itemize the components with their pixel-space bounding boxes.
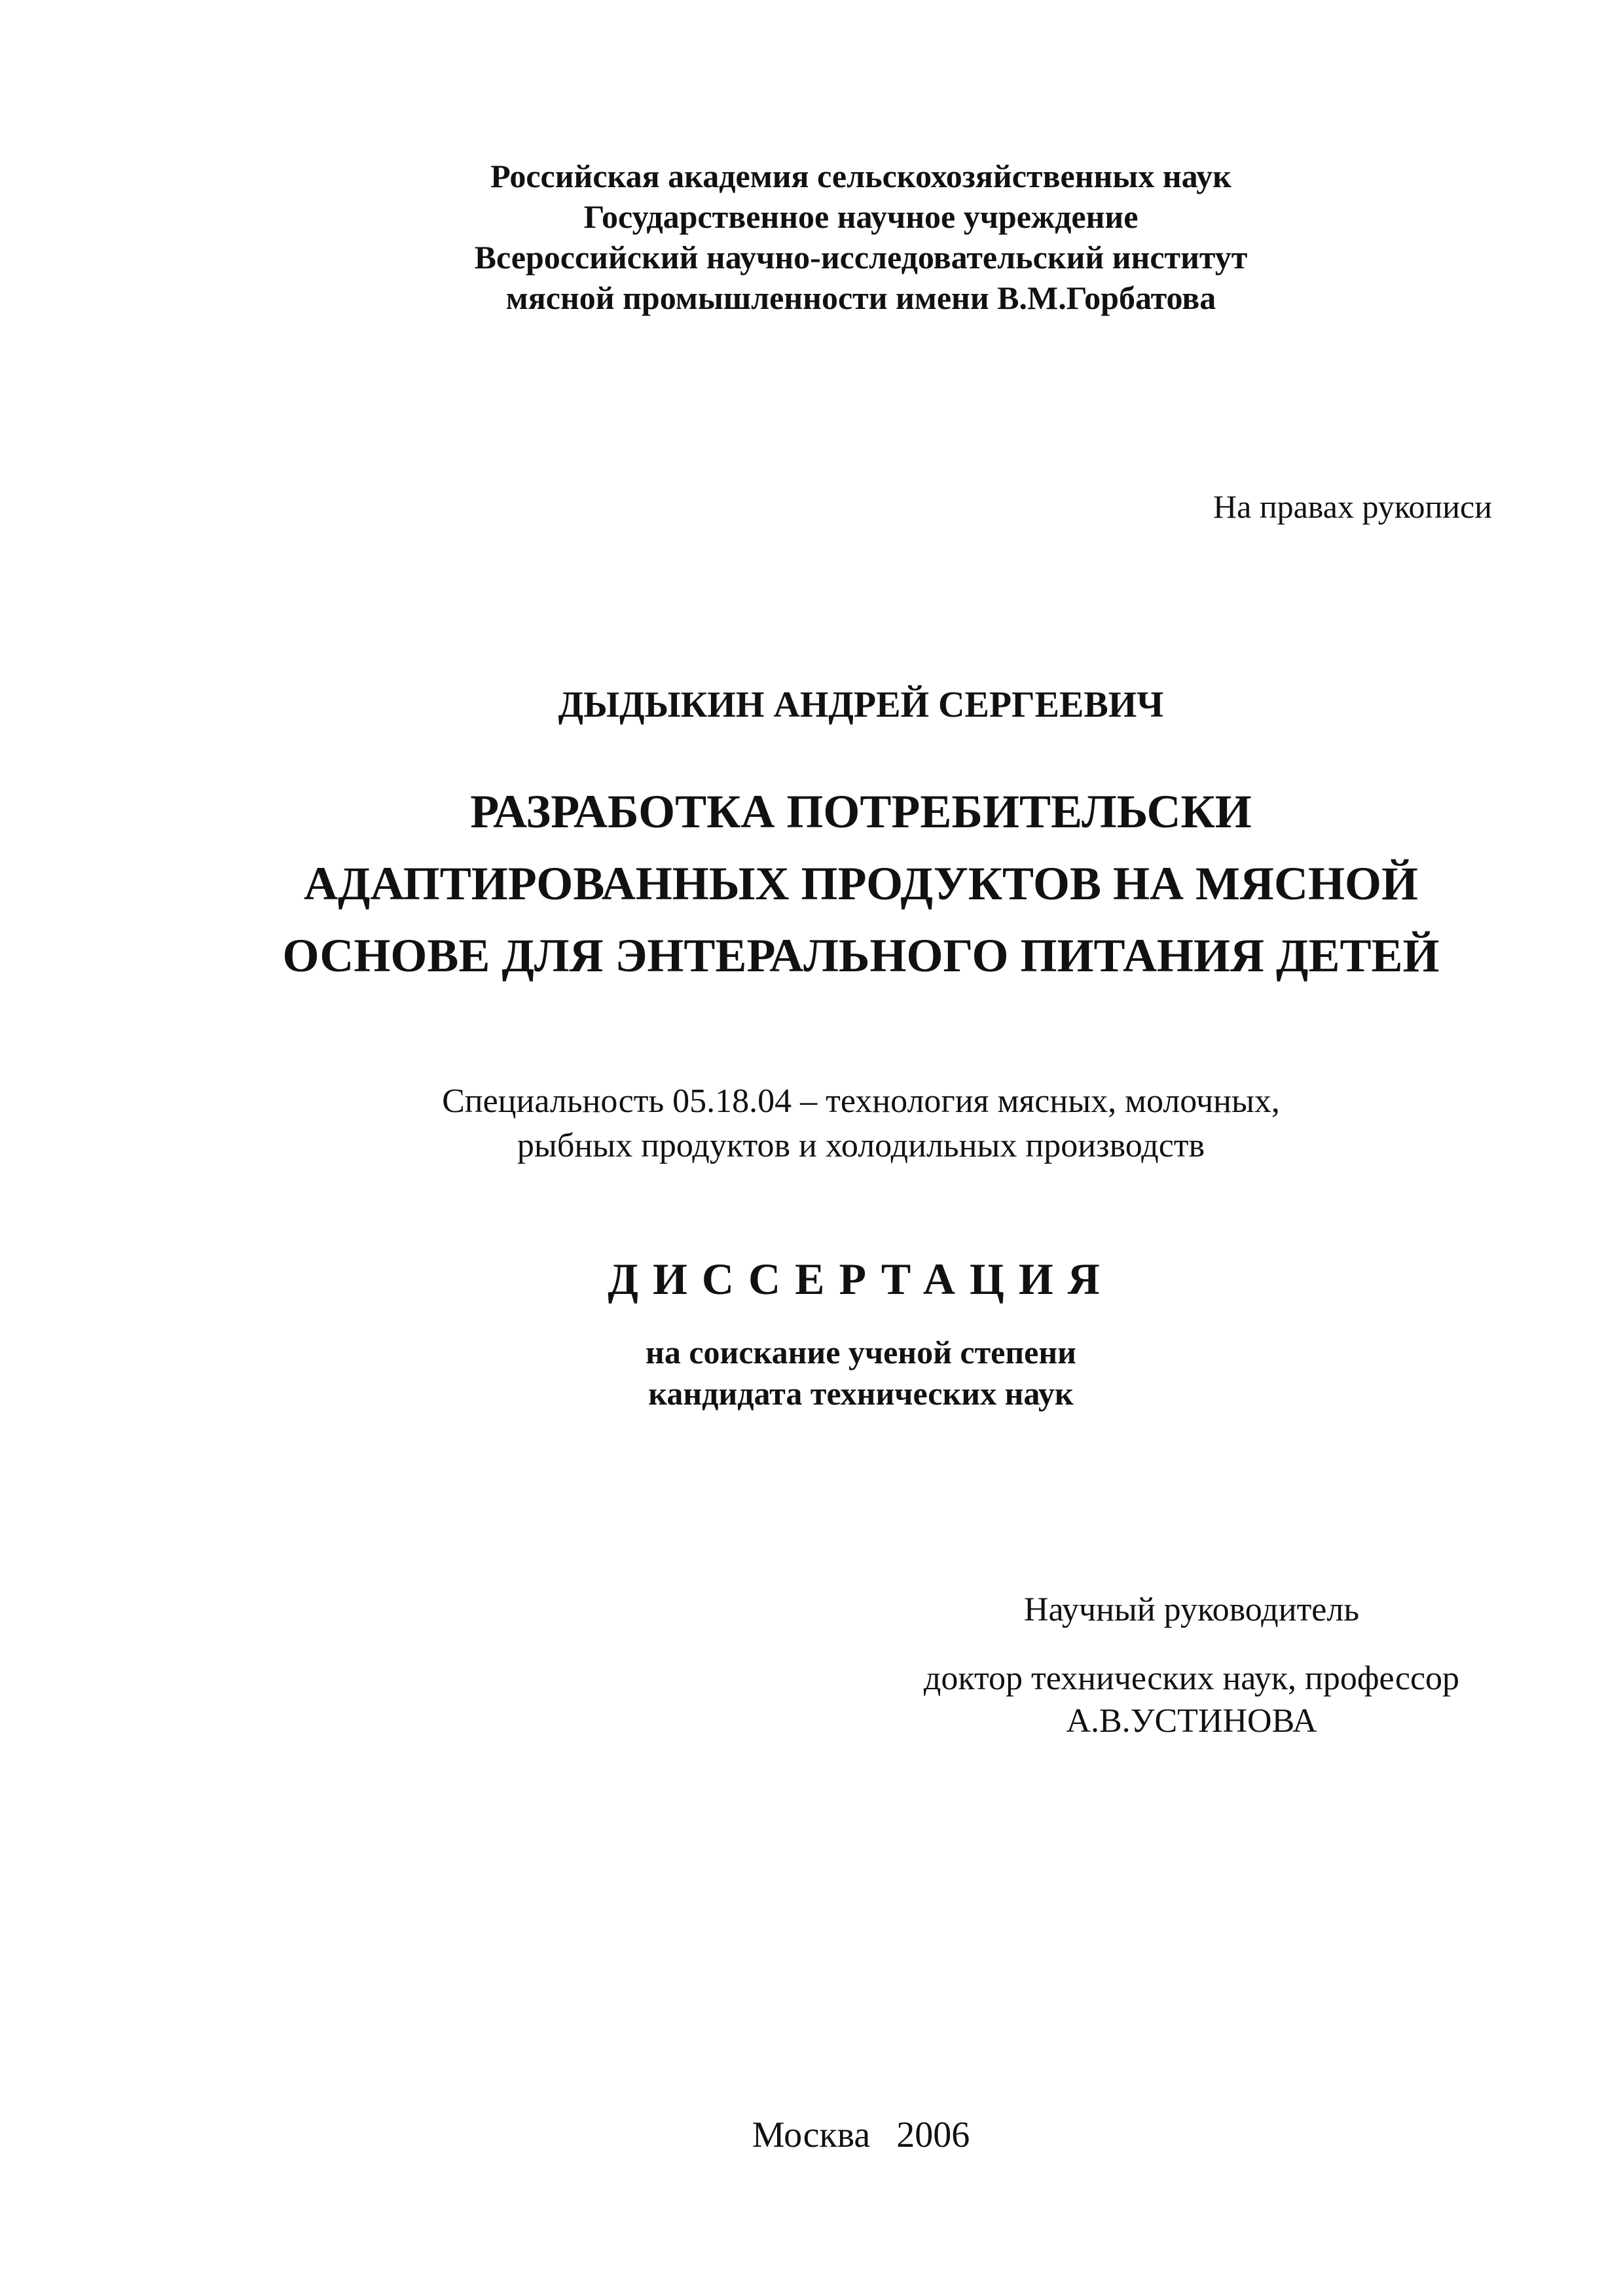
institution-line-1: Российская академия сельскохозяйственных наук — [490, 158, 1231, 194]
institution-line-4: мясной промышленности имени В.М.Горбатова — [505, 279, 1216, 316]
institution-line-3: Всероссийский научно-исследовательский институт — [474, 239, 1248, 276]
year: 2006 — [896, 2115, 970, 2155]
dissertation-title-line-3: ОСНОВЕ ДЛЯ ЭНТЕРАЛЬНОГО ПИТАНИЯ ДЕТЕЙ — [282, 929, 1440, 982]
specialty-line-1: Специальность 05.18.04 – технология мясных, молочных, — [442, 1083, 1280, 1120]
manuscript-rights: На правах рукописи — [1213, 488, 1492, 525]
document-type: ДИССЕРТАЦИЯ — [608, 1254, 1114, 1304]
institution-line-2: Государственное научное учреждение — [583, 198, 1139, 235]
supervisor-credentials: доктор технических наук, профессор — [923, 1660, 1460, 1697]
author-name: ДЫДЫКИН АНДРЕЙ СЕРГЕЕВИЧ — [558, 685, 1164, 725]
supervisor-name: А.В.УСТИНОВА — [1066, 1702, 1317, 1740]
supervisor-label: Научный руководитель — [1023, 1591, 1360, 1628]
degree-line-1: на соискание ученой степени — [646, 1334, 1076, 1371]
place-date — [0, 2114, 1623, 2156]
city: Москва — [752, 2115, 871, 2155]
dissertation-title-line-1: РАЗРАБОТКА ПОТРЕБИТЕЛЬСКИ — [470, 785, 1252, 838]
degree-line-2: кандидата технических наук — [648, 1375, 1074, 1412]
specialty-line-2: рыбных продуктов и холодильных производств — [517, 1127, 1205, 1164]
dissertation-title-line-2: АДАПТИРОВАННЫХ ПРОДУКТОВ НА МЯСНОЙ — [303, 857, 1419, 910]
